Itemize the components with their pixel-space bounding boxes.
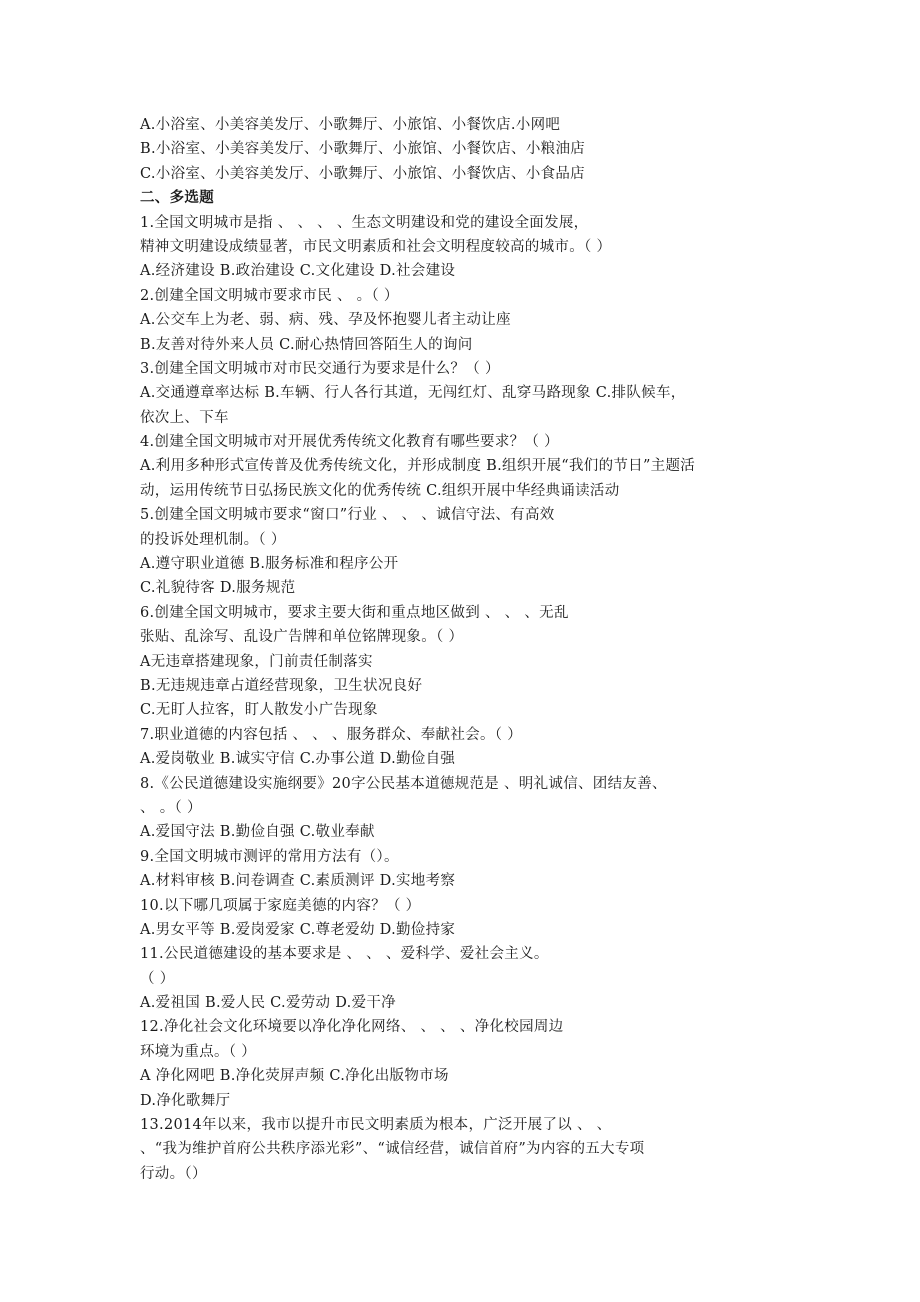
option-line: A.遵守职业道德 B.服务标准和程序公开	[140, 556, 399, 573]
option-line: A.男女平等 B.爱岗爱家 C.尊老爱幼 D.勤俭持家	[140, 921, 456, 938]
question-line: 环境为重点。（ ）	[140, 1043, 257, 1060]
question-line: 8.《公民道德建设实施纲要》20字公民基本道德规范是 、明礼诚信、团结友善、	[140, 775, 667, 792]
option-line: C.小浴室、小美容美发厅、小歌舞厅、小旅馆、小餐饮店、小食品店	[140, 165, 585, 182]
question-line: 2.创建全国文明城市要求市民 、 。（ ）	[140, 287, 399, 304]
question-line: 1.全国文明城市是指 、 、 、 、生态文明建设和党的建设全面发展，	[140, 214, 589, 231]
option-line: A.经济建设 B.政治建设 C.文化建设 D.社会建设	[140, 263, 456, 280]
option-line: C.礼貌待客 D.服务规范	[140, 580, 296, 597]
document-body	[140, 113, 790, 1186]
option-line: A.爱国守法 B.勤俭自强 C.敬业奉献	[140, 824, 375, 841]
question-line: （ ）	[140, 970, 175, 987]
question-line: 9.全国文明城市测评的常用方法有（）。	[140, 848, 399, 865]
option-line: B.小浴室、小美容美发厅、小歌舞厅、小旅馆、小餐饮店、小粮油店	[140, 141, 586, 158]
option-line: 依次上、下车	[140, 409, 229, 426]
question-line: 7.职业道德的内容包括 、 、 、服务群众、奉献社会。（ ）	[140, 726, 523, 743]
option-line: A.公交车上为老、弱、病、残、孕及怀抱婴儿者主动让座	[140, 312, 511, 329]
question-line: 4.创建全国文明城市对开展优秀传统文化教育有哪些要求？（ ）	[140, 434, 559, 451]
option-line: A.交通遵章率达标 B.车辆、行人各行其道，无闯红灯、乱穿马路现象 C.排队候车，	[140, 385, 686, 402]
question-line: 5.创建全国文明城市要求“窗口”行业 、 、 、诚信守法、有高效	[140, 507, 555, 524]
question-line: 6.创建全国文明城市，要求主要大街和重点地区做到 、 、 、无乱	[140, 604, 569, 621]
option-line: A.爱岗敬业 B.诚实守信 C.办事公道 D.勤俭自强	[140, 751, 456, 768]
question-line: 、 。（ ）	[140, 799, 202, 816]
question-line: 精神文明建设成绩显著，市民文明素质和社会文明程度较高的城市。（ ）	[140, 238, 612, 255]
option-line: A.爱祖国 B.爱人民 C.爱劳动 D.爱干净	[140, 995, 396, 1012]
option-line: A.利用多种形式宣传普及优秀传统文化，并形成制度 B.组织开展“我们的节日”主题活	[140, 458, 696, 475]
question-line: 、“我为维护首府公共秩序添光彩”、“诚信经营，诚信首府”为内容的五大专项	[140, 1141, 645, 1158]
option-line: D.净化歌舞厅	[140, 1092, 231, 1109]
option-line: A.材料审核 B.问卷调查 C.素质测评 D.实地考察	[140, 873, 456, 890]
option-line: A 净化网吧 B.净化荧屏声频 C.净化出版物市场	[140, 1068, 449, 1085]
option-line: A无违章搭建现象，门前责任制落实	[140, 653, 373, 670]
question-line: 13.2014年以来，我市以提升市民文明素质为根本，广泛开展了以 、 、	[140, 1117, 612, 1134]
question-line: 10.以下哪几项属于家庭美德的内容？（ ）	[140, 897, 421, 914]
option-line: A.小浴室、小美容美发厅、小歌舞厅、小旅馆、小餐饮店.小网吧	[140, 117, 561, 133]
option-line: C.无盯人拉客，盯人散发小广告现象	[140, 702, 378, 719]
option-line: B.友善对待外来人员 C.耐心热情回答陌生人的询问	[140, 336, 473, 353]
option-line: B.无违规违章占道经营现象，卫生状况良好	[140, 677, 423, 694]
option-line: 动，运用传统节日弘扬民族文化的优秀传统 C.组织开展中华经典诵读活动	[140, 482, 620, 499]
question-line: 11.公民道德建设的基本要求是 、 、 、爱科学、爱社会主义。	[140, 946, 549, 963]
question-line: 张贴、乱涂写、乱设广告牌和单位铭牌现象。（ ）	[140, 629, 464, 646]
question-line: 行动。（）	[140, 1165, 207, 1182]
question-line: 12.净化社会文化环境要以净化净化网络、 、 、 、净化校园周边	[140, 1019, 564, 1036]
question-line: 的投诉处理机制。（ ）	[140, 531, 286, 548]
question-line: 3.创建全国文明城市对市民交通行为要求是什么？（ ）	[140, 360, 500, 377]
section-heading: 二、多选题	[140, 189, 214, 207]
